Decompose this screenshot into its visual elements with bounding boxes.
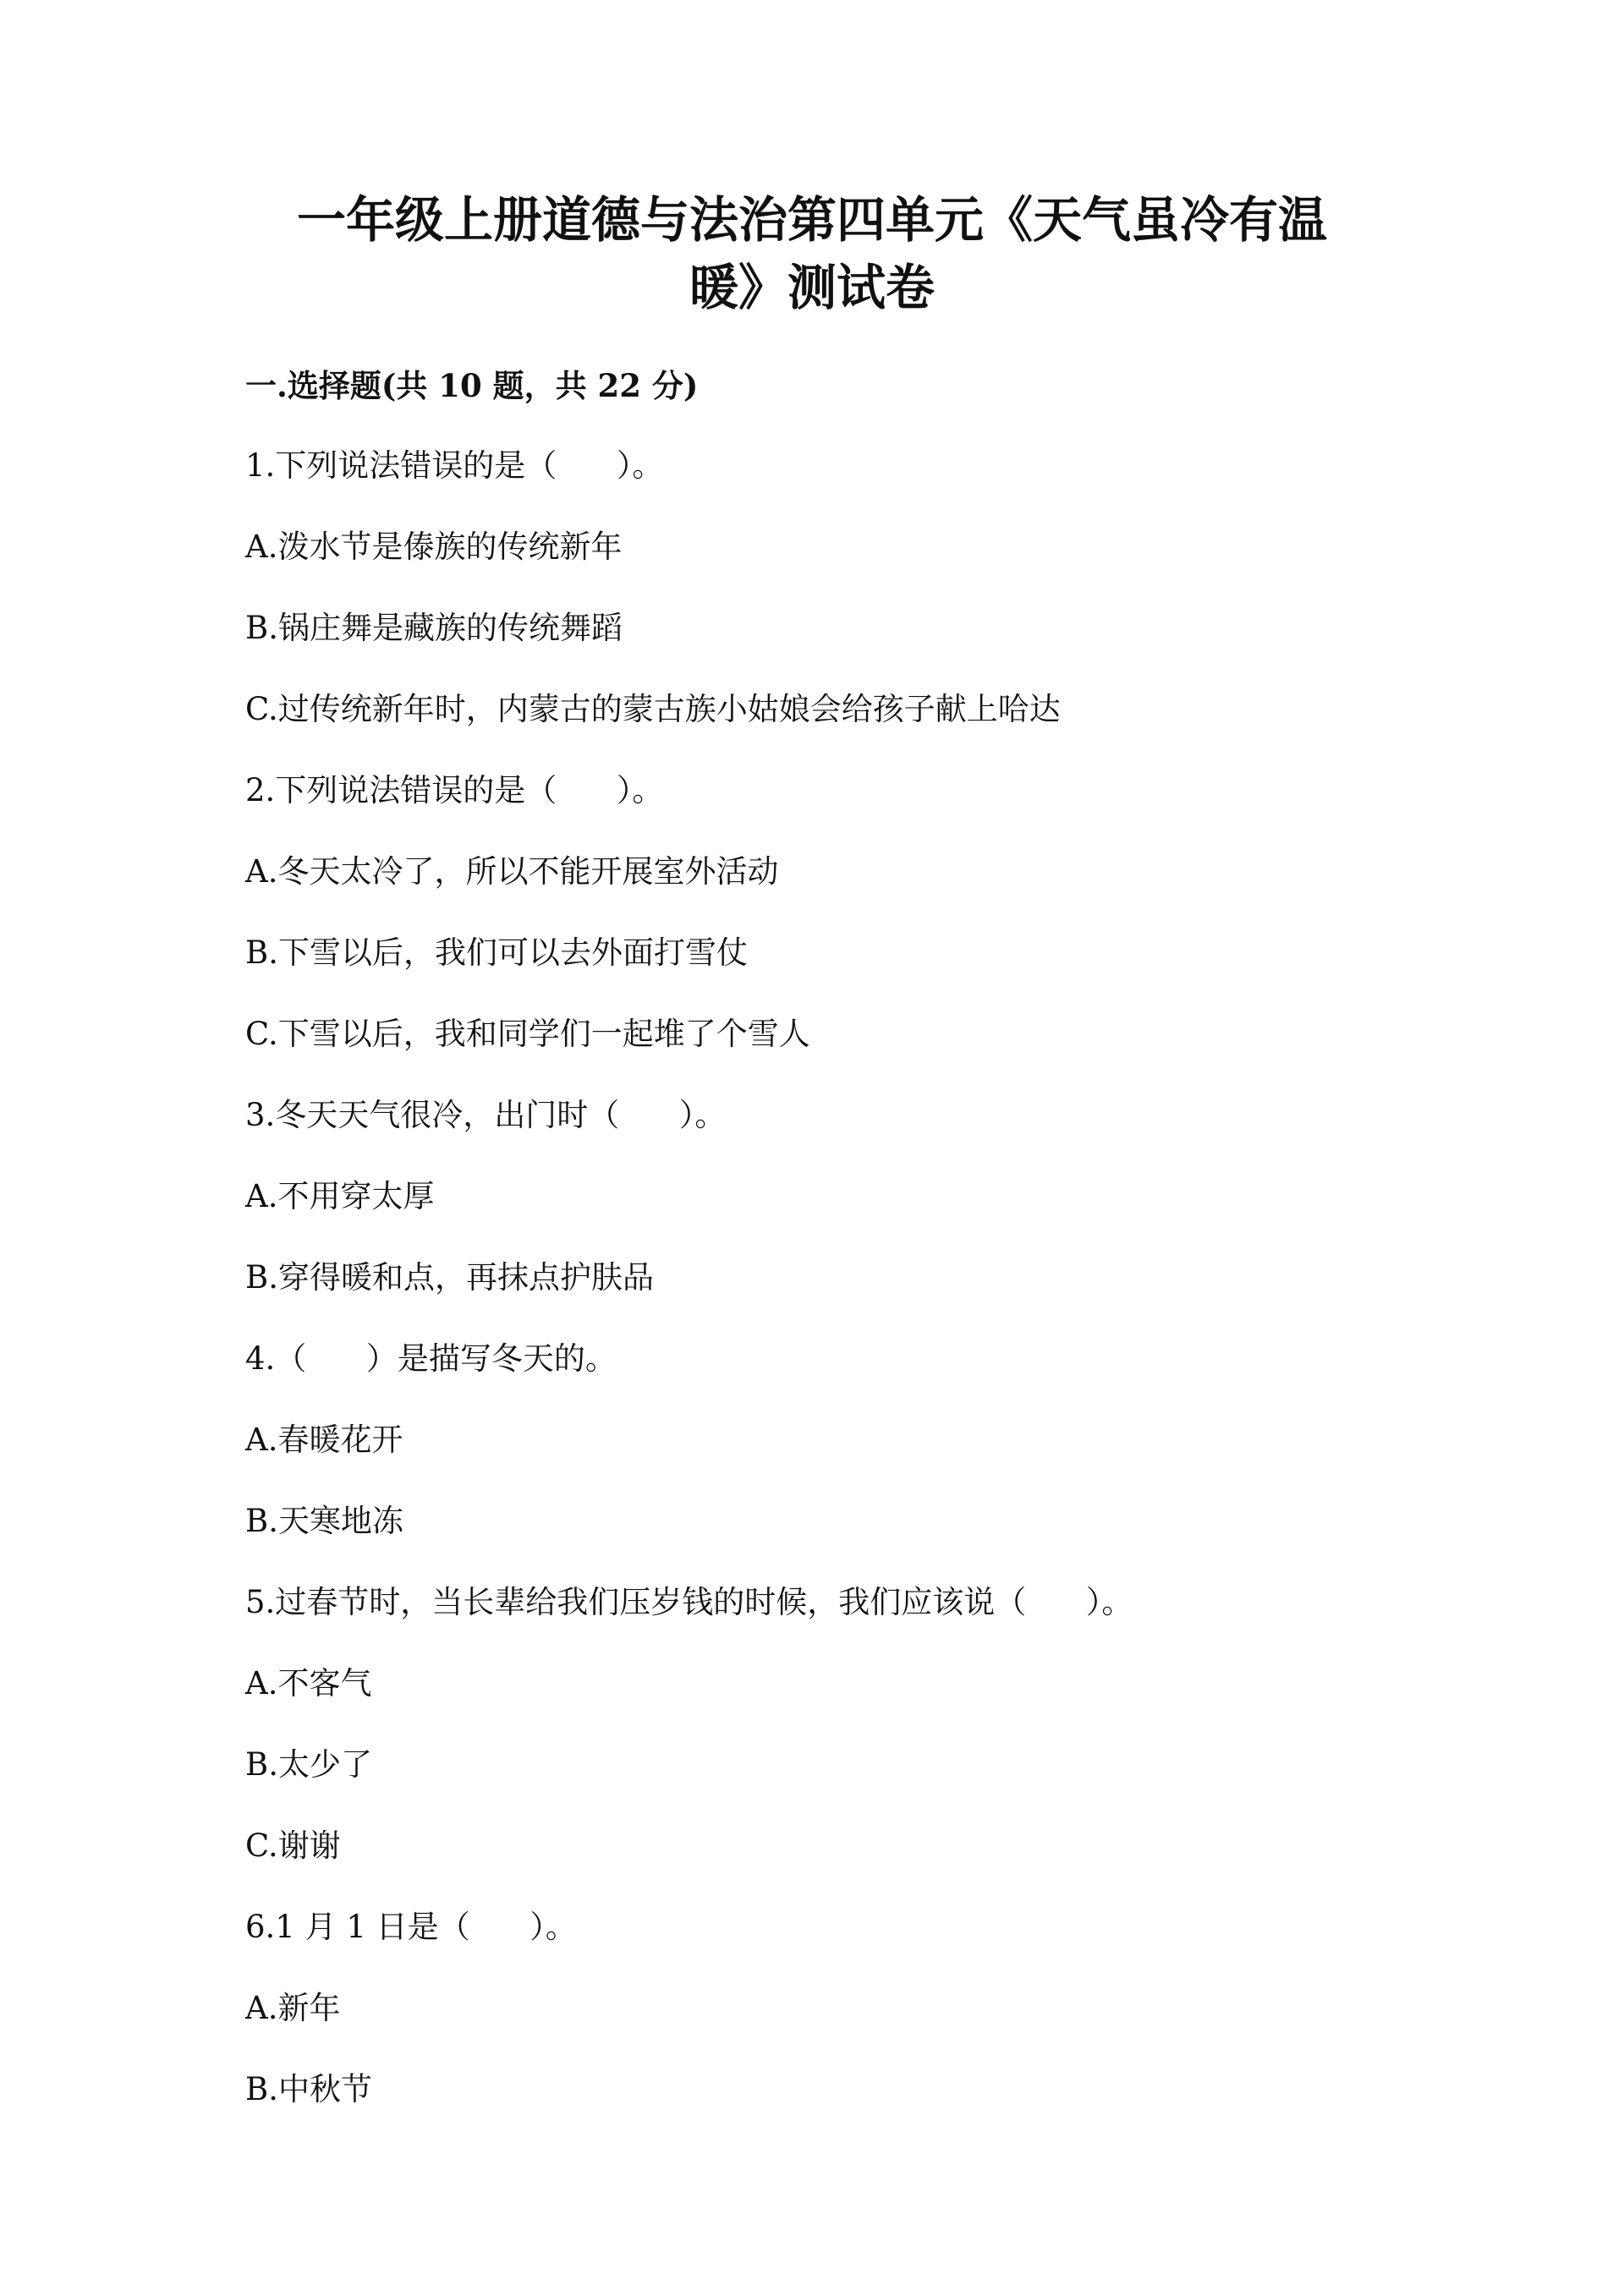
question-option: A.冬天太冷了，所以不能开展室外活动: [245, 853, 779, 890]
question-option: B.穿得暖和点，再抹点护肤品: [245, 1259, 654, 1296]
page-title: [254, 186, 1370, 321]
question-option: B.锅庄舞是藏族的传统舞蹈: [245, 610, 623, 646]
question-option: A.不用穿太厚: [245, 1178, 435, 1214]
question-option: B.太少了: [245, 1746, 372, 1783]
question-option: A.泼水节是傣族的传统新年: [245, 529, 623, 565]
question-option: B.下雪以后，我们可以去外面打雪仗: [245, 934, 748, 971]
question-option: B.天寒地冻: [245, 1503, 403, 1539]
question-stem: 4.（ ）是描写冬天的。: [245, 1340, 617, 1377]
question-stem: 6.1 月 1 日是（ ）。: [245, 1909, 577, 1945]
question-stem: 1.下列说法错误的是（ ）。: [245, 447, 664, 484]
page-title-line-1: 一年级上册道德与法治第四单元《天气虽冷有温: [296, 191, 1327, 249]
question-stem: 3.冬天天气很冷，出门时（ ）。: [245, 1097, 727, 1133]
question-option: C.谢谢: [245, 1827, 341, 1864]
question-option: B.中秋节: [245, 2071, 372, 2107]
question-option: A.新年: [245, 1990, 341, 2026]
question-option: C.过传统新年时，内蒙古的蒙古族小姑娘会给孩子献上哈达: [245, 691, 1061, 727]
question-option: A.不客气: [245, 1665, 372, 1701]
section-heading: 一.选择题(共 10 题，共 22 分): [245, 367, 699, 404]
question-option: C.下雪以后，我和同学们一起堆了个雪人: [245, 1016, 810, 1052]
page-title-line-2: 暖》测试卷: [689, 259, 935, 316]
question-stem: 2.下列说法错误的是（ ）。: [245, 772, 664, 808]
question-option: A.春暖花开: [245, 1422, 403, 1458]
question-stem: 5.过春节时，当长辈给我们压岁钱的时候，我们应该说（ ）。: [245, 1584, 1133, 1620]
